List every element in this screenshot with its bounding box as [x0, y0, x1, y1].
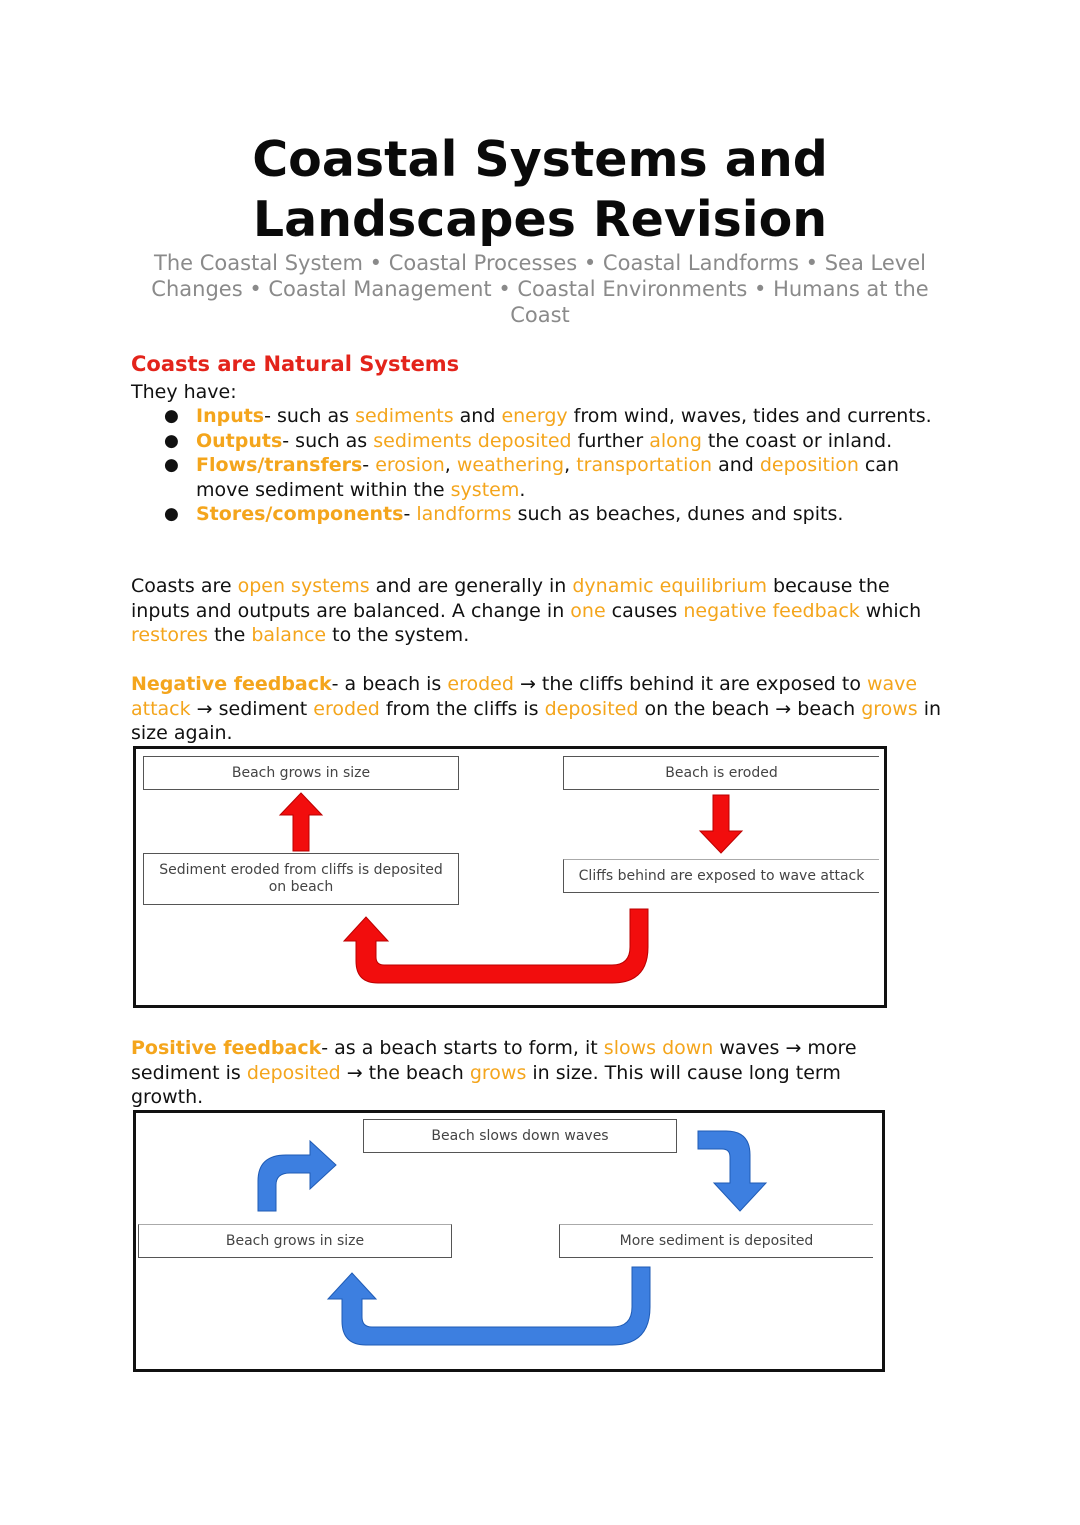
text-run: from wind, waves, tides and currents. — [567, 405, 932, 427]
list-item — [164, 453, 941, 502]
box-more-sediment: More sediment is deposited — [559, 1224, 873, 1258]
positive-feedback-diagram — [133, 1110, 885, 1372]
text-run: which — [859, 599, 922, 622]
box-beach-slows-waves: Beach slows down waves — [363, 1119, 677, 1153]
highlighted-term: sediments — [355, 405, 454, 427]
highlighted-term: negative feedback — [683, 599, 860, 622]
text-run: - — [362, 454, 376, 476]
down-arrow-icon — [698, 793, 744, 855]
system-components-list — [131, 404, 941, 527]
text-run: and — [712, 454, 760, 476]
highlighted-term: Stores/components — [196, 503, 404, 525]
box-beach-grows: Beach grows in size — [138, 1224, 452, 1258]
text-run: waves → more sediment is — [131, 1037, 857, 1084]
highlighted-term: Inputs — [196, 405, 265, 427]
highlighted-term: Positive feedback — [131, 1037, 322, 1059]
text-run: → the cliffs behind it are exposed to — [513, 673, 867, 695]
highlighted-term: dynamic equilibrium — [572, 575, 767, 597]
highlighted-term: energy — [501, 405, 568, 427]
highlighted-term: deposited — [246, 1061, 341, 1084]
text-run: on the beach → beach — [638, 697, 862, 720]
bullet-icon: ● — [164, 430, 179, 451]
highlighted-term: grows — [861, 697, 918, 720]
highlighted-term: slows down — [603, 1037, 714, 1059]
text-run: from the cliffs is — [379, 697, 545, 720]
text-run: - — [403, 503, 417, 525]
highlighted-term: deposited — [544, 697, 639, 720]
page-title-line-1: Coastal Systems and — [252, 131, 828, 188]
highlighted-term: system — [450, 478, 520, 501]
highlighted-term: one — [570, 599, 606, 622]
equilibrium-paragraph — [131, 574, 946, 648]
highlighted-term: Negative feedback — [131, 673, 332, 695]
box-cliffs-exposed: Cliffs behind are exposed to wave attack — [563, 859, 879, 893]
highlighted-term: balance — [251, 624, 327, 646]
text-run: - such as — [282, 429, 374, 452]
highlighted-term: sediments deposited — [373, 429, 572, 452]
highlighted-term: deposition — [759, 454, 859, 476]
text-run: further — [571, 429, 650, 452]
text-run: and — [453, 405, 502, 427]
section-heading: Coasts are Natural Systems — [131, 352, 460, 376]
highlighted-term: open systems — [237, 575, 370, 597]
highlighted-term: weathering — [456, 454, 565, 476]
return-arrow-icon — [320, 1265, 656, 1355]
text-run: in size. This will cause long term growth. — [131, 1061, 841, 1108]
text-run: . — [519, 478, 526, 501]
text-run: to the system. — [326, 624, 470, 646]
text-run: , — [564, 454, 577, 476]
highlighted-term: Outputs — [196, 429, 283, 452]
text-run: - a beach is — [331, 673, 448, 695]
up-arrow-icon — [278, 791, 324, 853]
text-run: Coasts are — [131, 575, 238, 597]
text-run: → the beach — [340, 1061, 470, 1084]
highlighted-term: landforms — [416, 503, 512, 525]
box-beach-grows: Beach grows in size — [143, 756, 459, 790]
curved-right-arrow-icon — [254, 1137, 340, 1213]
highlighted-term: along — [649, 429, 702, 452]
text-run: the coast or inland. — [701, 429, 893, 452]
text-run: - as a beach starts to form, it — [321, 1037, 604, 1059]
text-run: and are generally in — [369, 575, 573, 597]
positive-feedback-paragraph — [131, 1036, 891, 1110]
list-item — [164, 502, 941, 527]
bullet-icon: ● — [164, 504, 179, 524]
return-arrow-icon — [342, 907, 662, 991]
highlighted-term: transportation — [576, 454, 713, 476]
text-run: causes — [605, 599, 684, 622]
text-run: the — [208, 624, 252, 646]
curved-down-arrow-icon — [696, 1129, 776, 1215]
text-run: , — [444, 454, 457, 476]
text-run: - such as — [264, 405, 356, 427]
highlighted-term: grows — [469, 1061, 527, 1084]
negative-feedback-diagram — [133, 746, 887, 1008]
page-title — [0, 130, 1080, 250]
text-run: in size again. — [131, 697, 942, 744]
bullet-icon: ● — [164, 455, 179, 475]
box-beach-eroded: Beach is eroded — [563, 756, 879, 790]
highlighted-term: eroded — [447, 673, 514, 695]
highlighted-term: Flows/transfers — [196, 454, 363, 476]
negative-feedback-paragraph — [131, 672, 951, 746]
list-item — [164, 404, 941, 429]
page-title-line-2: Landscapes Revision — [252, 191, 828, 248]
text-run: because the inputs and outputs are balanced. A change in — [131, 575, 890, 622]
highlighted-term: eroded — [313, 697, 380, 720]
topics-subtitle: The Coastal System • Coastal Processes • Coastal Landforms • Sea Level Changes • Coastal Management • Coastal Environments • Humans at the Coast — [151, 251, 929, 327]
section-intro: They have: — [131, 381, 237, 403]
text-run: can move sediment within the — [196, 454, 900, 501]
list-item — [164, 429, 941, 454]
highlighted-term: restores — [131, 624, 209, 646]
text-run: → sediment — [190, 697, 314, 720]
text-run: such as beaches, dunes and spits. — [511, 503, 844, 525]
highlighted-term: erosion — [375, 454, 445, 476]
highlighted-term: wave attack — [131, 673, 918, 720]
bullet-icon: ● — [164, 406, 179, 426]
box-sediment-deposited: Sediment eroded from cliffs is deposited on beach — [143, 853, 459, 905]
